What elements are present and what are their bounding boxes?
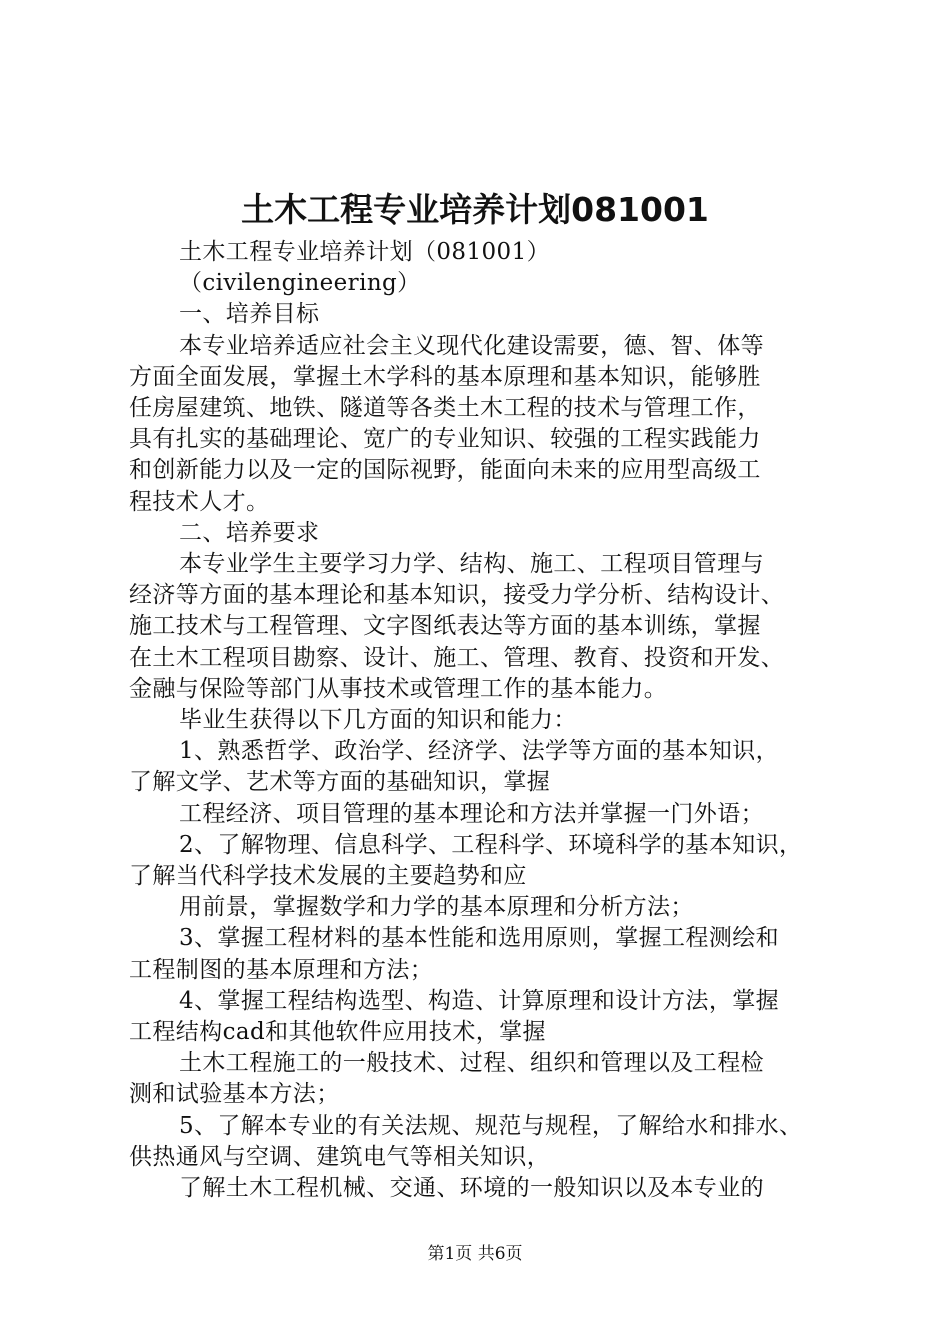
document-line: 二、培养要求 xyxy=(179,519,320,546)
document-line: 在土木工程项目勘察、设计、施工、管理、教育、投资和开发、 xyxy=(129,644,785,671)
document-line: 方面全面发展，掌握土木学科的基本原理和基本知识，能够胜 xyxy=(129,363,761,390)
document-line: 土木工程施工的一般技术、过程、组织和管理以及工程检 xyxy=(179,1050,764,1077)
document-line: 2、了解物理、信息科学、工程科学、环境科学的基本知识， xyxy=(179,831,803,858)
document-line: 3、掌握工程材料的基本性能和选用原则，掌握工程测绘和 xyxy=(179,925,780,952)
document-line: 金融与保险等部门从事技术或管理工作的基本能力。 xyxy=(129,675,668,702)
document-line: 工程经济、项目管理的基本理论和方法并掌握一门外语； xyxy=(179,800,764,827)
document-line: 本专业学生主要学习力学、结构、施工、工程项目管理与 xyxy=(179,551,764,578)
page-title: 土木工程专业培养计划081001 xyxy=(241,190,709,229)
document-line: 了解当代科学技术发展的主要趋势和应 xyxy=(129,863,527,890)
document-line: 了解土木工程机械、交通、环境的一般知识以及本专业的 xyxy=(179,1175,764,1202)
document-line: 供热通风与空调、建筑电气等相关知识， xyxy=(129,1143,551,1170)
document-line: 毕业生获得以下几方面的知识和能力： xyxy=(179,707,577,734)
document-line: 测和试验基本方法； xyxy=(129,1081,340,1108)
document-line: 1、熟悉哲学、政治学、经济学、法学等方面的基本知识， xyxy=(179,738,780,765)
document-line: 任房屋建筑、地铁、隧道等各类土木工程的技术与管理工作， xyxy=(129,395,761,422)
document-line: 用前景，掌握数学和力学的基本原理和分析方法； xyxy=(179,894,694,921)
document-line: 5、了解本专业的有关法规、规范与规程，了解给水和排水、 xyxy=(179,1112,803,1139)
document-line: 工程制图的基本原理和方法； xyxy=(129,956,434,983)
document-line: 土木工程专业培养计划（081001） xyxy=(179,239,550,265)
document-line: 具有扎实的基础理论、宽广的专业知识、较强的工程实践能力 xyxy=(129,426,761,453)
document-line: 程技术人才。 xyxy=(129,488,270,515)
document-line: 本专业培养适应社会主义现代化建设需要，德、智、体等 xyxy=(179,332,764,359)
document-line: 一、培养目标 xyxy=(179,301,320,328)
document-body xyxy=(129,237,833,1204)
document-line: 了解文学、艺术等方面的基础知识，掌握 xyxy=(129,769,551,796)
document-line: （civilengineering） xyxy=(179,270,421,297)
document-line: 4、掌握工程结构选型、构造、计算原理和设计方法，掌握 xyxy=(179,987,780,1014)
document-line: 经济等方面的基本理论和基本知识，接受力学分析、结构设计、 xyxy=(129,582,785,609)
document-line: 和创新能力以及一定的国际视野，能面向未来的应用型高级工 xyxy=(129,457,761,484)
document-line: 施工技术与工程管理、文字图纸表达等方面的基本训练，掌握 xyxy=(129,613,761,640)
page-number: 第1页 共6页 xyxy=(427,1244,523,1264)
document-line: 工程结构cad和其他软件应用技术，掌握 xyxy=(129,1019,546,1046)
